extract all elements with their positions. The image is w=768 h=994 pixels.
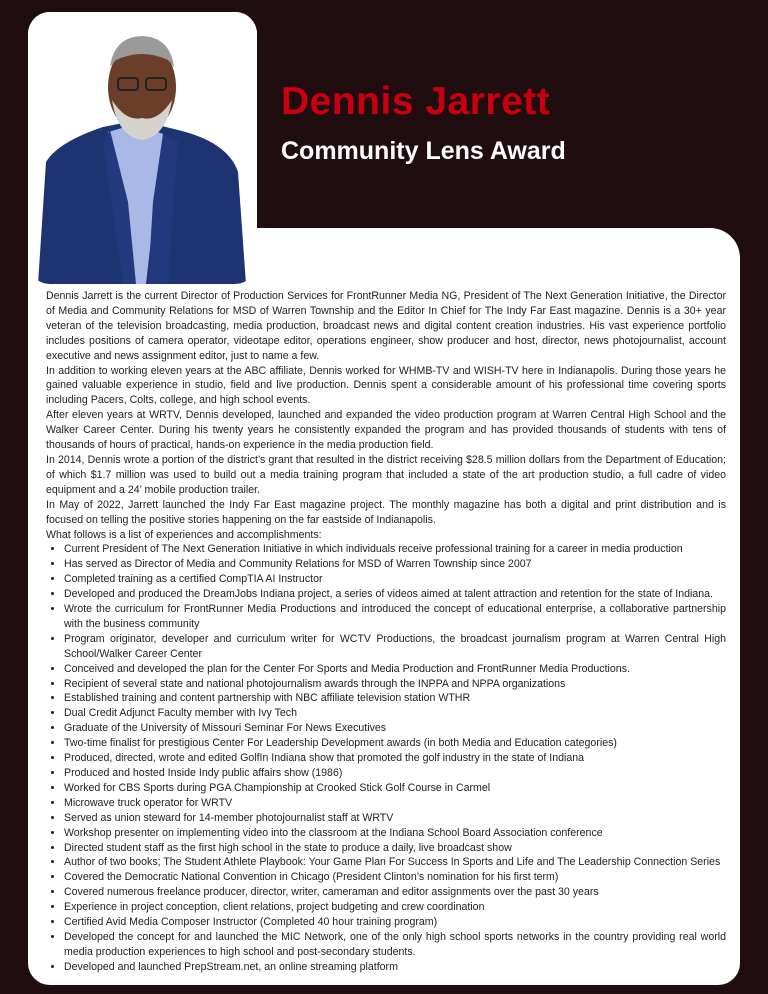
- honoree-name: Dennis Jarrett: [281, 80, 551, 123]
- accomplishment-item: • Served as union steward for 14-member photojournalist staff at WRTV: [64, 811, 726, 826]
- bio-paragraph: In addition to working eleven years at the ABC affiliate, Dennis worked for WHMB-TV and WISH-TV here in Indianapolis. During those years he gained valuable experience in studio, field and live production. Dennis spent a considerable amount of his professional time covering sports including Pacers, Colts, college, and high school events.: [46, 364, 726, 407]
- accomplishment-item: • Two-time finalist for prestigious Center For Leadership Development awards (in both Media and Education categories): [64, 736, 726, 751]
- accomplishment-item: • Author of two books; The Student Athlete Playbook: Your Game Plan For Success In Sports and Life and The Leadership Connection Series: [64, 855, 726, 870]
- accomplishment-item: • Recipient of several state and national photojournalism awards through the INPPA and NPPA organizations: [64, 677, 726, 692]
- list-intro: What follows is a list of experiences and accomplishments:: [46, 528, 322, 541]
- accomplishment-item: • Experience in project conception, client relations, project budgeting and crew coordination: [64, 900, 726, 915]
- accomplishment-item: • Conceived and developed the plan for the Center For Sports and Media Production and FrontRunner Media Productions.: [64, 662, 726, 677]
- accomplishment-item: • Developed and produced the DreamJobs Indiana project, a series of videos aimed at talent attraction and retention for the state of Indiana.: [64, 587, 726, 602]
- accomplishment-item: • Program originator, developer and curriculum writer for WCTV Productions, the broadcast journalism program at Warren Central High School/Walker Career Center: [64, 632, 726, 662]
- accomplishment-item: • Worked for CBS Sports during PGA Championship at Crooked Stick Golf Course in Carmel: [64, 781, 726, 796]
- bio-paragraph: After eleven years at WRTV, Dennis developed, launched and expanded the video production program at Warren Central High School and the Walker Career Center. During his twenty years he consistently expanded the program and has provided thousands of students with tens of thousands of hours of practical, hands-on experience in the media production field.: [46, 409, 726, 452]
- bio-paragraph: In 2014, Dennis wrote a portion of the district’s grant that resulted in the district receiving $28.5 million dollars from the Department of Education; of which $1.7 million was used to build out a media training program that included a state of the art production studio, a full cadre of video equipment and a 24’ mobile production trailer.: [46, 453, 726, 496]
- accomplishment-item: • Covered numerous freelance producer, director, writer, cameraman and editor assignments over the past 30 years: [64, 885, 726, 900]
- accomplishment-item: • Produced and hosted Inside Indy public affairs show (1986): [64, 766, 726, 781]
- accomplishment-item: • Developed the concept for and launched the MIC Network, one of the only high school sports networks in the country providing real world media production experiences to high school and post-secondary students.: [64, 930, 726, 960]
- bio-paragraph: In May of 2022, Jarrett launched the Indy Far East magazine project. The monthly magazine has both a digital and print distribution and is focused on telling the positive stories happening on the far eastside of Indianapolis.: [46, 498, 726, 526]
- accomplishment-item: • Certified Avid Media Composer Instructor (Completed 40 hour training program): [64, 915, 726, 930]
- portrait-image: [28, 12, 257, 284]
- accomplishment-item: • Dual Credit Adjunct Faculty member with Ivy Tech: [64, 706, 726, 721]
- accomplishment-item: • Microwave truck operator for WRTV: [64, 796, 726, 811]
- accomplishment-item: • Wrote the curriculum for FrontRunner Media Productions and introduced the concept of educational enterprise, a collaborative partnership with the business community: [64, 602, 726, 632]
- accomplishment-item: • Workshop presenter on implementing video into the classroom at the Indiana School Board Association conference: [64, 826, 726, 841]
- portrait-photo: [28, 12, 257, 284]
- accomplishments-list: [46, 542, 726, 974]
- accomplishment-item: • Directed student staff as the first high school in the state to produce a daily, live broadcast show: [64, 841, 726, 856]
- accomplishment-item: • Established training and content partnership with NBC affiliate television station WTHR: [64, 691, 726, 706]
- award-title: Community Lens Award: [281, 137, 566, 165]
- accomplishment-item: • Graduate of the University of Missouri Seminar For News Executives: [64, 721, 726, 736]
- accomplishment-item: • Developed and launched PrepStream.net, an online streaming platform: [64, 960, 726, 975]
- biography: [46, 289, 726, 975]
- accomplishment-item: • Completed training as a certified CompTIA AI Instructor: [64, 572, 726, 587]
- bio-paragraph: Dennis Jarrett is the current Director of Production Services for FrontRunner Media NG, President of The Next Generation Initiative, the Director of Media and Community Relations for MSD of Warren Township and the Editor In Chief for The Indy Far East magazine. Dennis is a 30+ year veteran of the television broadcasting, media production, broadcast news and digital content creation industries. His vast experience portfolio includes positions of camera operator, videotape editor, operations engineer, show producer and host, director, news photojournalist, account executive and news assignment editor, just to name a few.: [46, 290, 726, 362]
- accomplishment-item: • Covered the Democratic National Convention in Chicago (President Clinton’s nomination for his first term): [64, 870, 726, 885]
- accomplishment-item: • Produced, directed, wrote and edited GolfIn Indiana show that promoted the golf industry in the state of Indiana: [64, 751, 726, 766]
- accomplishment-item: • Current President of The Next Generation Initiative in which individuals receive professional training for a career in media production: [64, 542, 726, 557]
- accomplishment-item: • Has served as Director of Media and Community Relations for MSD of Warren Township since 2007: [64, 557, 726, 572]
